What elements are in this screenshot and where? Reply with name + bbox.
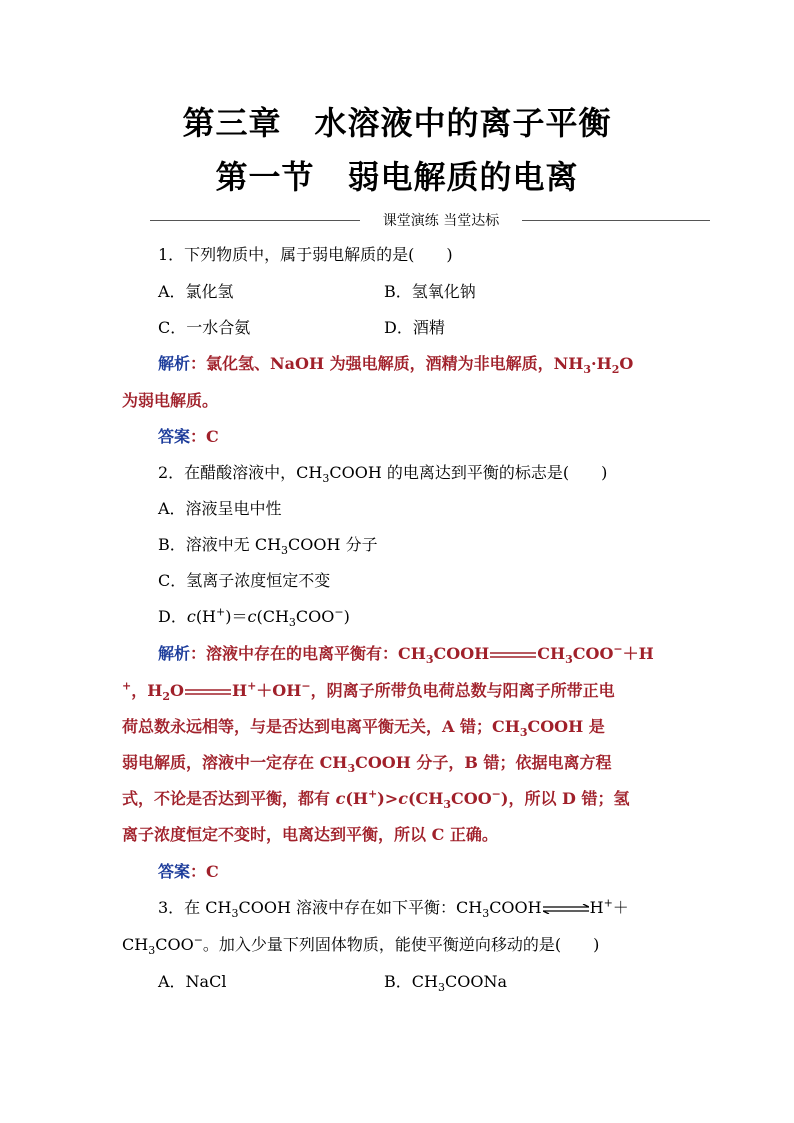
italic-c: c [186, 607, 196, 626]
superscript: + [368, 787, 378, 801]
superscript: + [603, 896, 613, 910]
q3-stem-text: CH [122, 935, 149, 954]
subscript: 3 [482, 907, 490, 921]
q2-option-d-text: D． [158, 607, 187, 626]
subscript: 3 [425, 653, 434, 667]
q2-analysis-text: O [170, 681, 184, 700]
q2-analysis-text: (CH [407, 789, 444, 808]
italic-c: c [335, 789, 346, 808]
section-title: 第一节 弱电解质的电离 [215, 158, 579, 196]
superscript: + [216, 605, 226, 619]
q2-analysis-text: 荷总数永远相等，与是否达到电离平衡无关，A 错；CH [122, 717, 520, 736]
q2-option-b-text: B．溶液中无 CH [158, 535, 282, 554]
q2-stem-text: COOH 的电离达到平衡的标志是( ) [329, 463, 608, 482]
q3-stem-text: 3．在 CH [158, 898, 232, 917]
q1-analysis-text: ·H [591, 354, 612, 373]
q2-stem [158, 463, 608, 486]
q1-analysis-line2: 为弱电解质。 [122, 391, 219, 410]
q2-analysis-text: COOH [433, 644, 490, 663]
q2-analysis-line1 [158, 642, 654, 667]
subscript: 3 [148, 944, 156, 958]
q1-option-a: A．氯化氢 [158, 282, 234, 301]
q1-answer-value: ：C [190, 427, 219, 446]
q2-analysis-line3 [122, 717, 605, 740]
q2-analysis-text: ，阴离子所带负电荷总数与阳离子所带正电 [310, 681, 615, 700]
q2-analysis-line2 [122, 679, 615, 704]
q2-analysis-text: CH [537, 644, 566, 663]
superscript: − [193, 933, 203, 947]
q1-answer [158, 427, 219, 447]
q3-stem-line1 [158, 896, 629, 921]
q2-analysis-text: ＋H [622, 644, 654, 663]
q2-option-b [158, 535, 378, 558]
equilibrium-arrow-icon [490, 650, 536, 660]
q2-analysis-text: ：溶液中存在的电离平衡有：CH [190, 644, 426, 663]
q2-answer-value: ：C [190, 862, 219, 881]
italic-c: c [398, 789, 408, 808]
q2-analysis-text: COOH 是 [527, 717, 605, 736]
superscript: − [301, 679, 311, 693]
q3-option-b [384, 972, 507, 995]
q2-option-d [158, 605, 350, 630]
q2-analysis-text: ＋OH [256, 681, 302, 700]
q2-analysis-text: ，H [131, 681, 163, 700]
q2-option-d-text: COO [295, 607, 335, 626]
subscript: 3 [565, 653, 573, 667]
superscript: + [122, 679, 132, 693]
q1-analysis-text: ：氯化氢、NaOH 为强电解质，酒精为非电解质，NH [190, 354, 584, 373]
subscript: 2 [611, 363, 620, 377]
section-banner [150, 210, 710, 230]
q2-stem-text: 2．在醋酸溶液中，CH [158, 463, 323, 482]
superscript: − [491, 787, 501, 801]
subscript: 3 [347, 762, 356, 776]
q3-stem-text: 。加入少量下列固体物质，能使平衡逆向移动的是( ) [202, 935, 600, 954]
subscript: 3 [281, 544, 289, 558]
q2-analysis-label: 解析 [158, 644, 191, 663]
q2-analysis-line6: 离子浓度恒定不变时，电离达到平衡，所以 C 正确。 [122, 825, 498, 844]
q1-analysis-line1 [158, 354, 634, 377]
banner-text: 课堂演练 当堂达标 [382, 213, 500, 229]
q2-option-d-text: )＝ [225, 607, 248, 626]
q2-option-d-text: (CH [256, 607, 289, 626]
q2-analysis-line5 [122, 787, 630, 812]
subscript: 3 [519, 726, 528, 740]
q2-analysis-line4 [122, 753, 612, 776]
q2-analysis-text: (H [345, 789, 369, 808]
equilibrium-arrow-icon [185, 687, 231, 697]
q1-option-b: B．氢氧化钠 [384, 282, 476, 301]
subscript: 3 [288, 616, 296, 630]
subscript: 2 [162, 690, 170, 704]
q2-option-b-text: COOH 分子 [288, 535, 378, 554]
q3-option-b-text: COONa [444, 972, 507, 991]
q2-analysis-text: )> [377, 789, 399, 808]
q3-option-a: A．NaCl [158, 972, 227, 991]
q3-stem-text: COO [155, 935, 194, 954]
italic-c: c [247, 607, 257, 626]
banner-rule-right [522, 220, 710, 221]
q3-stem-line2 [122, 933, 600, 958]
subscript: 3 [443, 798, 452, 812]
q2-answer [158, 862, 219, 882]
reversible-arrow-icon [543, 904, 589, 914]
q1-analysis-text: O [619, 354, 634, 373]
q2-option-c: C．氢离子浓度恒定不变 [158, 571, 331, 590]
q3-stem-text: ＋ [612, 898, 629, 917]
q1-stem: 1．下列物质中，属于弱电解质的是( ) [158, 245, 453, 264]
q3-option-b-text: B．CH [384, 972, 438, 991]
superscript: + [247, 679, 257, 693]
subscript: 3 [322, 472, 330, 486]
q1-analysis-label: 解析 [158, 354, 191, 373]
q2-analysis-text: COO [451, 789, 492, 808]
q2-analysis-text: 式，不论是否达到平衡，都有 [122, 789, 336, 808]
subscript: 3 [437, 981, 445, 995]
q2-analysis-text: )，所以 D 错；氢 [500, 789, 630, 808]
q2-option-a: A．溶液呈电中性 [158, 499, 282, 518]
q2-analysis-text: COO [572, 644, 614, 663]
q3-stem-text: H [589, 898, 604, 917]
superscript: − [613, 642, 623, 656]
subscript: 3 [231, 907, 239, 921]
q1-option-d: D．酒精 [384, 318, 445, 337]
q2-option-d-text: (H [195, 607, 217, 626]
chapter-title: 第三章 水溶液中的离子平衡 [182, 104, 612, 142]
q2-analysis-text: H [231, 681, 248, 700]
q2-answer-label: 答案 [158, 862, 191, 881]
banner-rule-left [150, 220, 360, 221]
q3-stem-text: COOH 溶液中存在如下平衡：CH [238, 898, 483, 917]
superscript: − [334, 605, 344, 619]
q1-answer-label: 答案 [158, 427, 191, 446]
subscript: 3 [583, 363, 592, 377]
q2-analysis-text: COOH 分子，B 错；依据电离方程 [355, 753, 612, 772]
q1-option-c: C．一水合氨 [158, 318, 251, 337]
q2-analysis-text: 弱电解质，溶液中一定存在 CH [122, 753, 348, 772]
q3-stem-text: COOH [489, 898, 542, 917]
q2-option-d-text: ) [343, 607, 350, 626]
